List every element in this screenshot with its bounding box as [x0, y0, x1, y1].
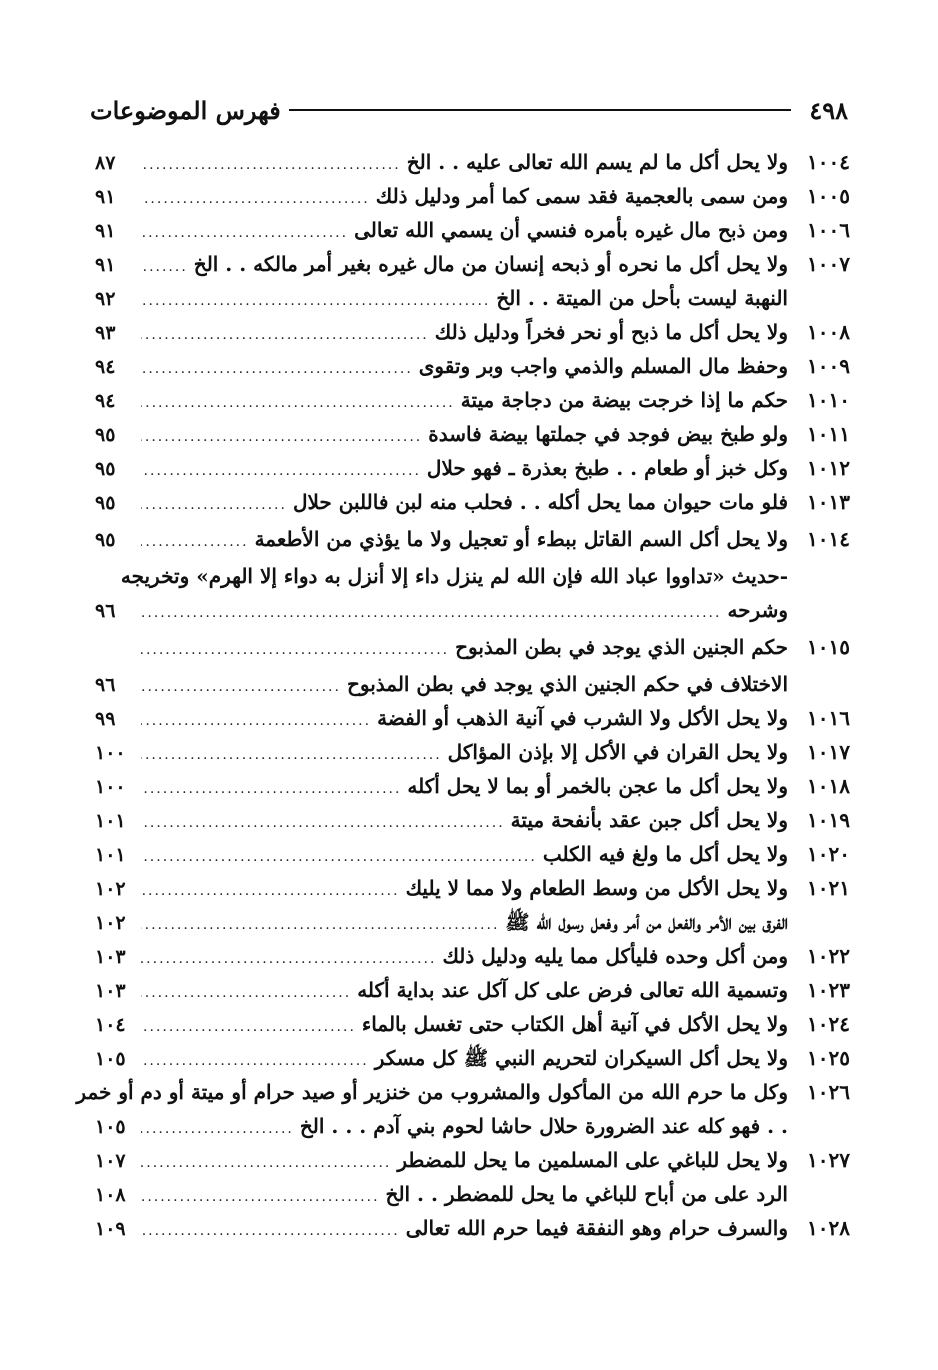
entry-page-number: ٩٩	[95, 708, 116, 730]
toc-entry	[95, 559, 850, 593]
entry-title: ولو طبخ بيض فوجد في جملتها بيضة فاسدة	[428, 422, 788, 446]
dot-leader	[141, 182, 370, 216]
toc-entry	[95, 383, 850, 417]
dot-leader	[141, 1010, 356, 1044]
toc-entry	[95, 519, 850, 559]
dot-leader	[141, 1044, 369, 1078]
entry-page-number: ٩٥	[95, 424, 116, 446]
entry-title: ولا يحل أكل جبن عقد بأنفحة ميتة	[510, 808, 788, 832]
toc-entry	[95, 315, 850, 349]
dot-leader	[141, 250, 188, 284]
entry-number: ١٠٠٨	[807, 320, 850, 344]
entry-title: ومن سمى بالعجمية فقد سمى كما أمر ودليل ذلك	[375, 184, 788, 208]
entry-title: ولا يحل الأكل ولا الشرب في آنية الذهب أو الفضة	[377, 706, 788, 730]
dot-leader	[141, 596, 721, 630]
entry-number: ١٠٠٧	[807, 252, 850, 276]
entry-page-number: ٩٦	[95, 674, 116, 696]
dot-leader	[141, 1214, 400, 1248]
entry-title: ولا يحل للباغي على المسلمين ما يحل للمضطر	[397, 1148, 788, 1172]
entry-page-number: ٩٥	[95, 529, 116, 551]
entry-number: ١٠٢٥	[807, 1046, 850, 1070]
entry-title: حكم ما إذا خرجت بيضة من دجاجة ميتة	[460, 388, 788, 412]
entry-title: ومن ذبح مال غيره بأمره فنسي أن يسمي الله تعالى	[354, 218, 788, 242]
dot-leader	[141, 352, 413, 386]
entry-number: ١٠١١	[807, 422, 850, 446]
entry-page-number: ١٠٨	[95, 1184, 126, 1206]
page-title: فهرس الموضوعات	[90, 95, 281, 125]
dot-leader	[141, 284, 490, 318]
toc-entry	[95, 451, 850, 485]
entry-page-number: ١٠٤	[95, 1014, 126, 1036]
entry-page-number: ٩٤	[95, 356, 116, 378]
entry-page-number: ٩٥	[95, 458, 116, 480]
toc-entry	[95, 667, 850, 701]
entry-page-number: ٩٥	[95, 492, 116, 514]
entry-number: ١٠٢٠	[807, 842, 850, 866]
entry-title: الفرق بين الأمر والفعل من أمر وفعل رسول الله ﷺ	[505, 910, 788, 934]
entry-title: وتسمية الله تعالى فرض على كل آكل عند بداية أكله	[357, 978, 788, 1002]
entry-title: ولا يحل أكل ما ولغ فيه الكلب	[542, 842, 788, 866]
entry-number: ١٠٢٢	[807, 944, 850, 968]
entry-title: ولا يحل الأكل في آنية أهل الكتاب حتى تغسل بالماء	[361, 1012, 788, 1036]
entry-page-number: ١٠٢	[95, 878, 126, 900]
toc-entry	[95, 1211, 850, 1245]
entry-page-number: ١٠١	[95, 844, 126, 866]
entry-page-number: ١٠١	[95, 810, 126, 832]
dot-leader	[141, 1180, 380, 1214]
dot-leader	[141, 874, 400, 908]
toc-entry	[95, 1177, 850, 1211]
toc-entry	[95, 769, 850, 803]
entry-page-number: ١٠٣	[95, 980, 126, 1002]
toc-entry	[95, 701, 850, 735]
entry-number: ١٠١٤	[807, 527, 850, 551]
entry-title: ولا يحل أكل ما نحره أو ذبحه إنسان من مال غيره بغير أمر مالكه . . الخ	[193, 252, 788, 276]
entry-number: ١٠١٨	[807, 774, 850, 798]
toc-entry	[95, 145, 850, 179]
entry-page-number: ١٠٥	[95, 1048, 126, 1070]
entry-page-number: ٩٢	[95, 288, 116, 310]
entry-title: وكل ما حرم الله من المأكول والمشروب من خنزير أو صيد حرام أو ميتة أو دم أو خمر	[76, 1080, 788, 1104]
entry-title: ولا يحل القران في الأكل إلا بإذن المؤاكل	[447, 740, 788, 764]
dot-leader	[141, 630, 449, 670]
toc-entry	[95, 871, 850, 905]
entry-number: ١٠٠٥	[807, 184, 850, 208]
entry-number: ١٠٠٩	[807, 354, 850, 378]
dot-leader	[141, 522, 249, 562]
entry-page-number: ٩١	[95, 220, 116, 242]
entry-title: وشرحه	[727, 598, 788, 622]
dot-leader	[141, 454, 421, 488]
entry-number: ١٠١٧	[807, 740, 850, 764]
toc-entry	[95, 1041, 850, 1075]
toc-entry	[95, 485, 850, 519]
entry-title: -حديث «تداووا عباد الله فإن الله لم ينزل داء إلا أنزل به دواء إلا الهرم» وتخريجه	[120, 564, 788, 588]
entry-page-number: ١٠٠	[95, 776, 126, 798]
toc-entry	[95, 905, 850, 939]
toc-entry	[95, 1143, 850, 1177]
dot-leader	[141, 942, 436, 976]
toc-entry	[95, 593, 850, 627]
entry-title: النهبة ليست بأحل من الميتة . . الخ	[496, 286, 788, 310]
toc-entry	[95, 281, 850, 315]
dot-leader	[141, 670, 341, 704]
toc-entry	[95, 349, 850, 383]
entry-title: . . فهو كله عند الضرورة حلال حاشا لحوم بني آدم . . . الخ	[299, 1114, 788, 1138]
entry-title: والسرف حرام وهو النفقة فيما حرم الله تعالى	[405, 1216, 788, 1240]
dot-leader	[141, 386, 455, 420]
toc-entry	[95, 417, 850, 451]
toc-entry	[95, 1109, 850, 1143]
entry-title: ولا يحل أكل السم القاتل ببطء أو تعجيل ولا ما يؤذي من الأطعمة	[254, 527, 788, 551]
entry-title: الرد على من أباح للباغي ما يحل للمضطر . . الخ	[385, 1182, 788, 1206]
toc-list	[76, 145, 850, 1245]
entry-page-number: ١٠٩	[95, 1218, 126, 1240]
entry-page-number: ٩٤	[95, 390, 116, 412]
entry-number: ١٠٢٨	[807, 1216, 850, 1240]
entry-number: ١٠٠٤	[807, 150, 850, 174]
entry-number: ١٠٢٤	[807, 1012, 850, 1036]
entry-title: ولا يحل أكل ما ذبح أو نحر فخراً ودليل ذلك	[434, 320, 788, 344]
entry-number: ١٠٢١	[807, 876, 850, 900]
entry-page-number: ٩٦	[95, 600, 116, 622]
toc-entry	[95, 627, 850, 667]
toc-entry	[95, 939, 850, 973]
dot-leader	[141, 840, 537, 874]
entry-number: ١٠٠٦	[807, 218, 850, 242]
toc-entry	[95, 837, 850, 871]
dot-leader	[141, 1112, 294, 1146]
entry-number: ١٠٢٦	[807, 1080, 850, 1104]
dot-leader	[141, 1146, 391, 1180]
toc-entry	[76, 1075, 850, 1109]
dot-leader	[141, 488, 287, 522]
dot-leader	[141, 738, 442, 772]
dot-leader	[141, 976, 351, 1010]
dot-leader	[141, 704, 371, 738]
entry-number: ١٠١٣	[807, 490, 850, 514]
entry-page-number: ١٠٥	[95, 1116, 126, 1138]
entry-title: وحفظ مال المسلم والذمي واجب وبر وتقوى	[418, 354, 788, 378]
entry-title: حكم الجنين الذي يوجد في بطن المذبوح	[455, 635, 788, 659]
header-rule	[289, 109, 792, 111]
entry-number: ١٠١٦	[807, 706, 850, 730]
entry-title: ولا يحل أكل ما عجن بالخمر أو بما لا يحل أكله	[407, 774, 788, 798]
entry-title: ومن أكل وحده فليأكل مما يليه ودليل ذلك	[442, 944, 788, 968]
dot-leader	[141, 772, 401, 806]
dot-leader	[141, 318, 429, 352]
toc-entry	[95, 179, 850, 213]
entry-number: ١٠٢٣	[807, 978, 850, 1002]
entry-page-number: ٨٧	[95, 152, 116, 174]
entry-title: الاختلاف في حكم الجنين الذي يوجد في بطن المذبوح	[346, 672, 788, 696]
entry-number: ١٠٢٧	[807, 1148, 850, 1172]
entry-page-number: ١٠٠	[95, 742, 126, 764]
entry-number: ١٠١٠	[807, 388, 850, 412]
dot-leader	[141, 216, 348, 250]
dot-leader	[141, 420, 422, 454]
entry-title: ولا يحل الأكل من وسط الطعام ولا مما لا يليك	[405, 876, 788, 900]
dot-leader	[141, 806, 505, 840]
dot-leader	[141, 908, 499, 942]
page-number: ٤٩٨	[809, 95, 848, 125]
entry-title: ولا يحل أكل السيكران لتحريم النبي ﷺ كل مسكر	[374, 1046, 788, 1070]
dot-leader	[141, 148, 401, 182]
toc-entry	[95, 973, 850, 1007]
page-header	[90, 92, 848, 128]
toc-entry	[95, 247, 850, 281]
toc-entry	[95, 1007, 850, 1041]
entry-page-number: ١٠٧	[95, 1150, 126, 1172]
entry-number: ١٠١٥	[807, 635, 850, 659]
entry-page-number: ٩٣	[95, 322, 116, 344]
entry-page-number: ١٠٢	[95, 912, 126, 934]
entry-page-number: ٩١	[95, 186, 116, 208]
toc-entry	[95, 803, 850, 837]
entry-page-number: ٩١	[95, 254, 116, 276]
toc-entry	[95, 735, 850, 769]
entry-title: ولا يحل أكل ما لم يسم الله تعالى عليه . . الخ	[406, 150, 788, 174]
entry-title: وكل خبز أو طعام . . طبخ بعذرة ـ فهو حلال	[426, 456, 788, 480]
entry-number: ١٠١٩	[807, 808, 850, 832]
toc-entry	[95, 213, 850, 247]
entry-number: ١٠١٢	[807, 456, 850, 480]
entry-title: فلو مات حيوان مما يحل أكله . . فحلب منه لبن فاللبن حلال	[292, 490, 788, 514]
entry-page-number: ١٠٣	[95, 946, 126, 968]
